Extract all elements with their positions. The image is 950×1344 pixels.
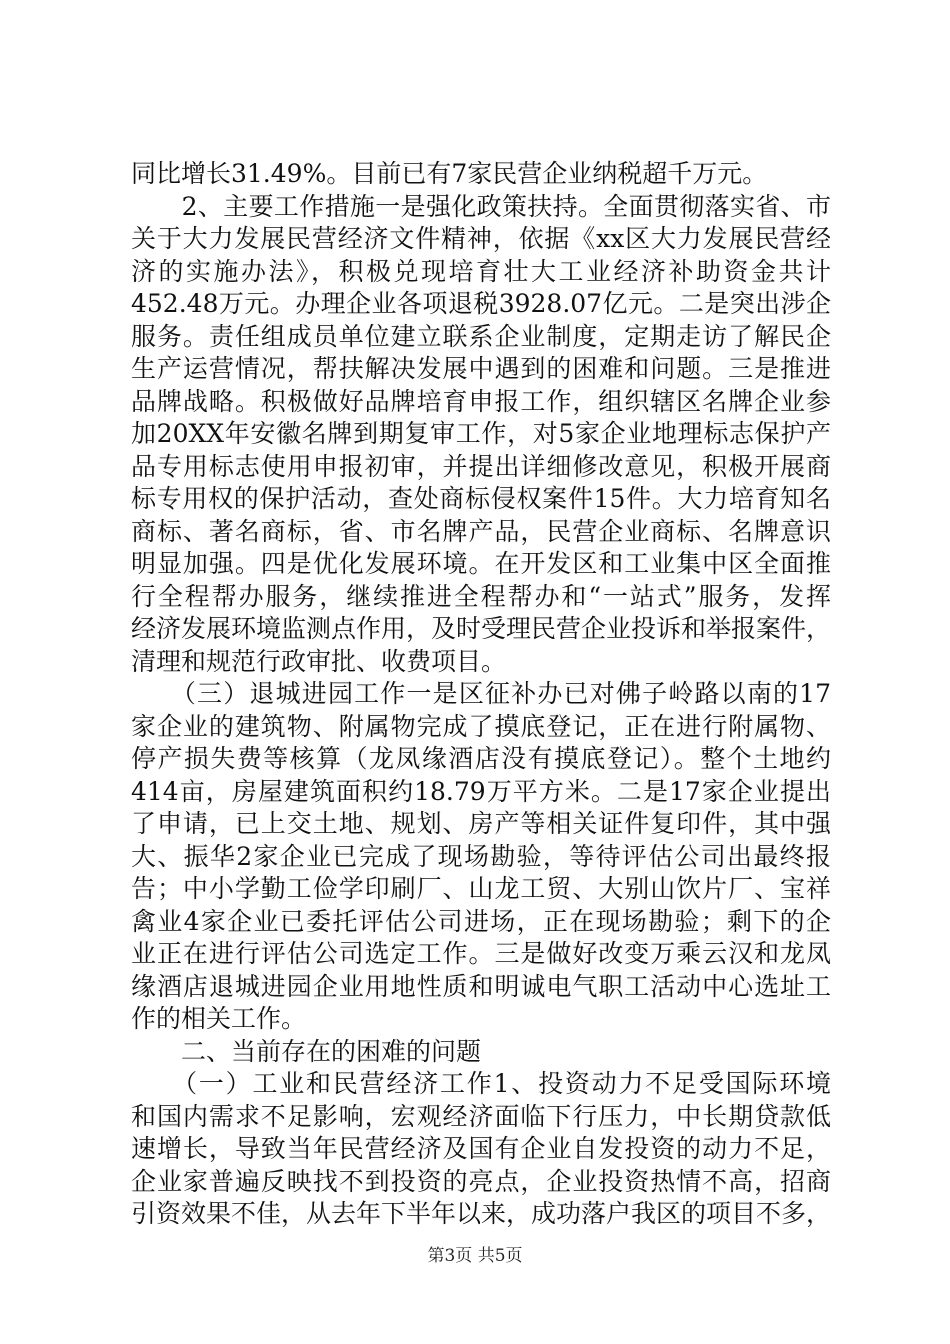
- text-line: 明显加强。四是优化发展环境。在开发区和工业集中区全面推: [131, 549, 831, 578]
- text-line: 经济发展环境监测点作用，及时受理民营企业投诉和举报案件，: [131, 614, 832, 643]
- text-line: 了申请，已上交土地、规划、房产等相关证件复印件，其中强: [131, 809, 831, 838]
- text-line: 生产运营情况，帮扶解决发展中遇到的困难和问题。三是推进: [131, 354, 831, 383]
- text-line: 业正在进行评估公司选定工作。三是做好改变万乘云汉和龙凤: [131, 939, 831, 968]
- text-line: 济的实施办法》，积极兑现培育壮大工业经济补助资金共计: [131, 256, 831, 286]
- text-line: 行全程帮办服务，继续推进全程帮办和“一站式”服务，发挥: [131, 581, 831, 611]
- text-line: 关于大力发展民营经济文件精神，依据《xx区大力发展民营经: [131, 224, 831, 253]
- text-line: 452.48万元。办理企业各项退税3928.07亿元。二是突出涉企: [131, 289, 831, 318]
- text-line: 大、振华2家企业已完成了现场勘验，等待评估公司出最终报: [131, 841, 831, 871]
- text-line: 标专用权的保护活动，查处商标侵权案件15件。大力培育知名: [131, 484, 831, 513]
- text-line: 414亩，房屋建筑面积约18.79万平方米。二是17家企业提出: [131, 776, 831, 806]
- text-line: 品专用标志使用申报初审，并提出详细修改意见，积极开展商: [131, 451, 831, 481]
- text-line: 商标、著名商标，省、市名牌产品，民营企业商标、名牌意识: [131, 516, 831, 546]
- text-line: 企业家普遍反映找不到投资的亮点，企业投资热情不高，招商: [131, 1166, 831, 1196]
- text-line: 停产损失费等核算（龙凤缘酒店没有摸底登记）。整个土地约: [131, 744, 831, 773]
- text-line: （一）工业和民营经济工作1、投资动力不足受国际环境: [131, 1069, 831, 1098]
- text-line: 引资效果不佳，从去年下半年以来，成功落户我区的项目不多，: [131, 1199, 832, 1228]
- text-line: 品牌战略。积极做好品牌培育申报工作，组织辖区名牌企业参: [131, 386, 831, 416]
- text-line: 2、主要工作措施一是强化政策扶持。全面贯彻落实省、市: [131, 191, 831, 221]
- text-line: 缘酒店退城进园企业用地性质和明诚电气职工活动中心选址工: [131, 971, 831, 1001]
- page-number-footer: 第3页 共5页: [427, 1246, 523, 1266]
- text-line: 作的相关工作。: [131, 1004, 307, 1033]
- text-line: 二、当前存在的困难的问题: [131, 1036, 482, 1066]
- document-body: [131, 158, 831, 1231]
- text-line: 和国内需求不足影响，宏观经济面临下行压力，中长期贷款低: [131, 1101, 831, 1131]
- text-line: 告；中小学勤工俭学印刷厂、山龙工贸、大别山饮片厂、宝祥: [131, 874, 831, 903]
- text-line: 速增长，导致当年民营经济及国有企业自发投资的动力不足，: [131, 1134, 831, 1163]
- text-line: 同比增长31.49%。目前已有7家民营企业纳税超千万元。: [131, 159, 768, 188]
- text-line: 家企业的建筑物、附属物完成了摸底登记，正在进行附属物、: [131, 711, 831, 741]
- text-line: 清理和规范行政审批、收费项目。: [131, 646, 507, 676]
- text-line: （三）退城进园工作一是区征补办已对佛子岭路以南的17: [131, 679, 831, 708]
- text-line: 禽业4家企业已委托评估公司进场，正在现场勘验；剩下的企: [131, 906, 831, 936]
- text-line: 服务。责任组成员单位建立联系企业制度，定期走访了解民企: [131, 321, 831, 351]
- text-line: 加20XX年安徽名牌到期复审工作，对5家企业地理标志保护产: [131, 419, 831, 448]
